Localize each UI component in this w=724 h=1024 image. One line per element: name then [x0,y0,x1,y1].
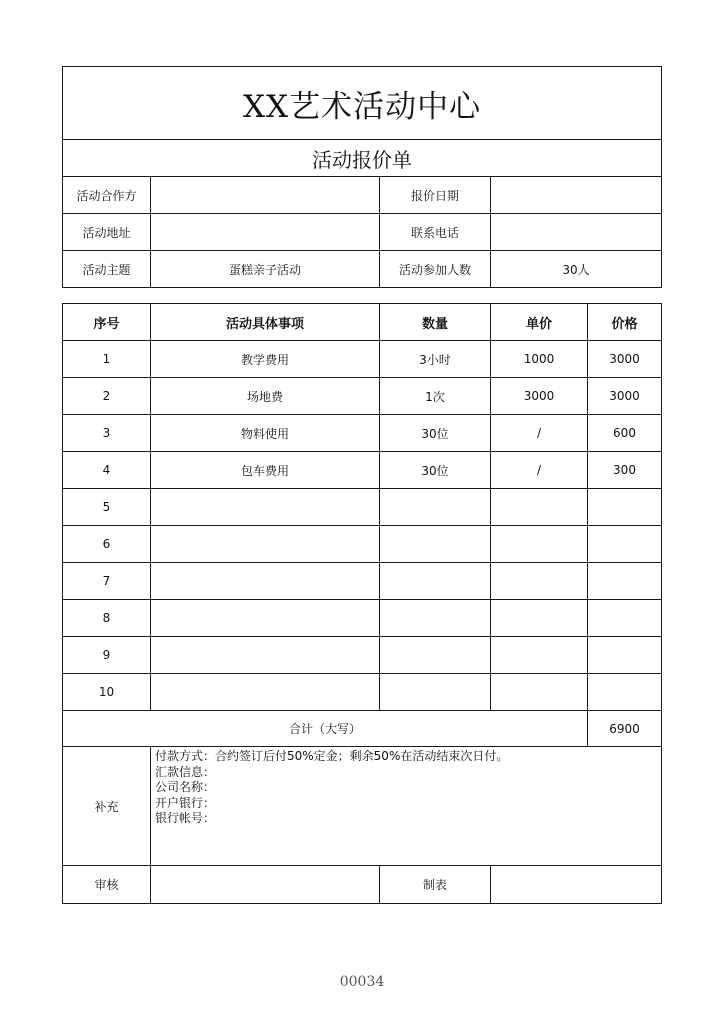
row-price: 3000 [588,341,662,378]
column-header-price: 价格 [588,304,662,341]
participants-value: 30人 [491,251,662,288]
row-item [151,674,380,711]
row-item: 物料使用 [151,415,380,452]
address-label: 活动地址 [63,214,151,251]
phone-label: 联系电话 [380,214,491,251]
row-index: 5 [63,489,151,526]
row-quantity [380,489,491,526]
total-value: 6900 [588,711,662,747]
row-index: 8 [63,600,151,637]
table-row [63,563,662,600]
row-quantity: 30位 [380,452,491,489]
row-unit-price [491,563,588,600]
notes-line-account-number: 银行帐号： [155,811,216,825]
page-number: 00034 [339,974,385,990]
row-unit-price: 1000 [491,341,588,378]
table-row [63,526,662,563]
row-item [151,526,380,563]
table-row [63,674,662,711]
partner-value [151,177,380,214]
column-header-item: 活动具体事项 [151,304,380,341]
organization-title: XX艺术活动中心 [63,67,662,140]
participants-label: 活动参加人数 [380,251,491,288]
row-price [588,674,662,711]
row-index: 6 [63,526,151,563]
row-price [588,563,662,600]
quote-items-table [62,303,662,904]
row-index: 9 [63,637,151,674]
notes-line-bank: 开户银行： [155,795,216,810]
row-index: 4 [63,452,151,489]
row-index: 10 [63,674,151,711]
table-row [63,378,662,415]
table-row [63,341,662,378]
row-unit-price: / [491,452,588,489]
row-price [588,489,662,526]
review-value [151,866,380,904]
partner-label: 活动合作方 [63,177,151,214]
row-unit-price [491,600,588,637]
column-header-quantity: 数量 [380,304,491,341]
row-unit-price [491,674,588,711]
row-unit-price [491,637,588,674]
total-label: 合计（大写） [63,711,588,747]
table-row [63,600,662,637]
row-price: 600 [588,415,662,452]
row-quantity: 1次 [380,378,491,415]
row-item: 场地费 [151,378,380,415]
row-quantity [380,526,491,563]
prepared-label: 制表 [380,866,491,904]
notes-line-company-name: 公司名称： [155,780,216,794]
row-item: 教学费用 [151,341,380,378]
row-item [151,600,380,637]
row-item [151,637,380,674]
row-unit-price [491,489,588,526]
theme-value: 蛋糕亲子活动 [151,251,380,288]
row-item [151,563,380,600]
document-subtitle: 活动报价单 [63,140,662,177]
row-quantity: 30位 [380,415,491,452]
phone-value [491,214,662,251]
row-price: 3000 [588,378,662,415]
row-price [588,637,662,674]
address-value [151,214,380,251]
row-index: 7 [63,563,151,600]
theme-label: 活动主题 [63,251,151,288]
date-value [491,177,662,214]
row-price [588,526,662,563]
row-index: 2 [63,378,151,415]
row-index: 3 [63,415,151,452]
row-quantity [380,563,491,600]
row-unit-price [491,526,588,563]
row-item: 包车费用 [151,452,380,489]
notes-label: 补充 [63,747,151,866]
row-price: 300 [588,452,662,489]
row-quantity [380,637,491,674]
row-quantity [380,674,491,711]
notes-line-payment-terms: 付款方式：合约签订后付50%定金；剩余50%在活动结束次日付。 [155,749,509,763]
notes-content [151,747,662,866]
table-row [63,415,662,452]
review-label: 审核 [63,866,151,904]
row-item [151,489,380,526]
prepared-value [491,866,662,904]
row-unit-price: 3000 [491,378,588,415]
row-index: 1 [63,341,151,378]
row-unit-price: / [491,415,588,452]
date-label: 报价日期 [380,177,491,214]
quote-header-table [62,66,662,288]
row-quantity [380,600,491,637]
column-header-unit-price: 单价 [491,304,588,341]
table-row [63,489,662,526]
row-quantity: 3小时 [380,341,491,378]
notes-line-remittance: 汇款信息： [155,764,216,779]
table-row [63,452,662,489]
row-price [588,600,662,637]
table-row [63,637,662,674]
column-header-index: 序号 [63,304,151,341]
